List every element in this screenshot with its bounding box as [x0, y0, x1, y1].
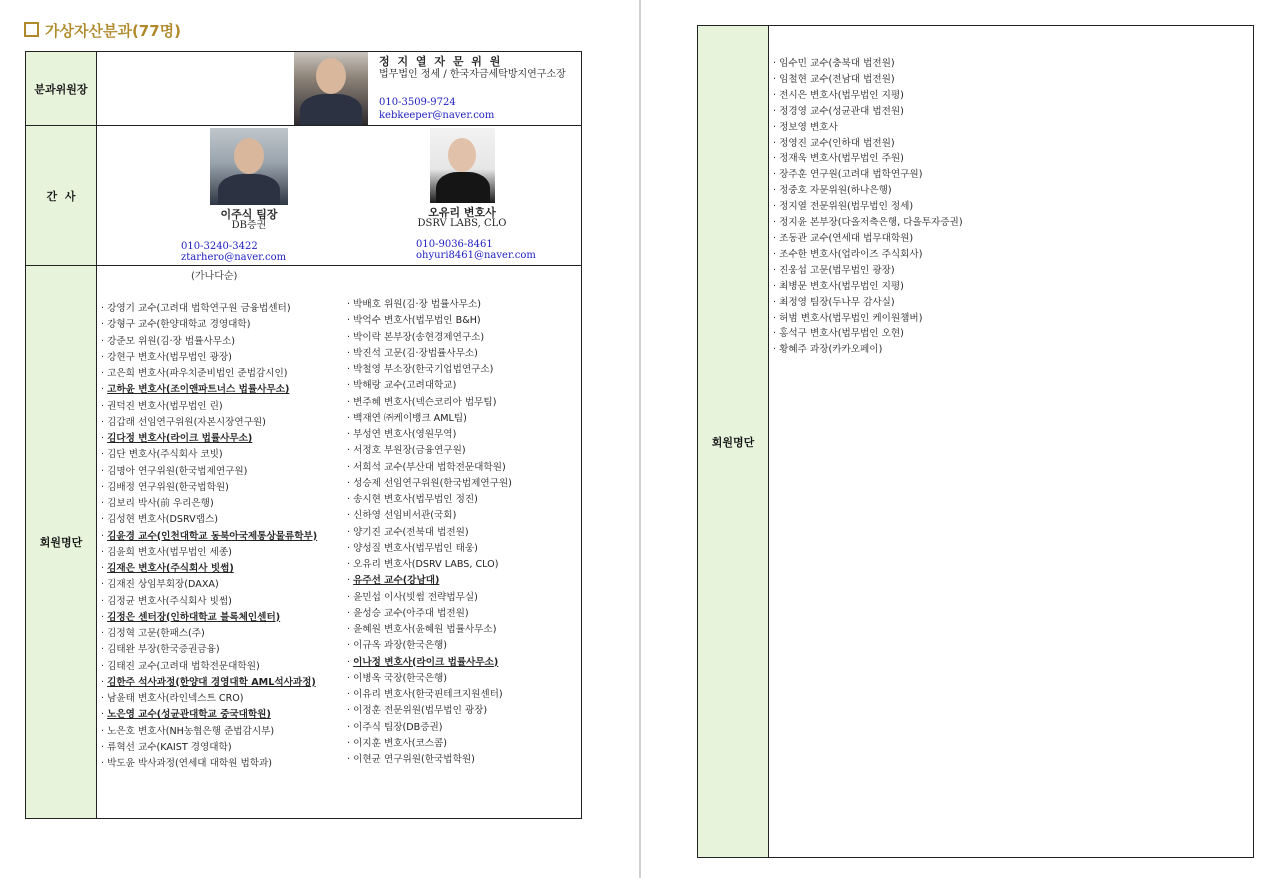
member-item — [347, 622, 512, 638]
member-item — [773, 183, 963, 199]
member-text: 이현균 연구위원(한국법학원) — [353, 754, 475, 765]
member-text: 박도윤 박사과정(연세대 대학원 법학과) — [107, 758, 273, 769]
member-text: 김보리 박사(前 우리은행) — [107, 498, 214, 509]
checkbox-square-icon — [24, 22, 39, 37]
member-text: 김다정 변호사(라이크 법률사무소) — [107, 433, 253, 444]
member-item — [773, 88, 963, 104]
member-text: 오유리 변호사(DSRV LABS, CLO) — [353, 559, 499, 570]
gansa-photo-2 — [430, 128, 495, 203]
member-text: 정보영 변호사 — [779, 121, 838, 133]
member-text: 강영기 교수(고려대 법학연구원 금융법센터) — [107, 303, 291, 314]
member-item — [101, 740, 317, 756]
member-item — [347, 573, 512, 589]
member-item — [773, 279, 963, 295]
member-text: 고은희 변호사(파우치준비법인 준법감시인) — [107, 368, 288, 379]
member-text: 강형구 교수(한양대학교 경영대학) — [107, 319, 251, 331]
member-item — [101, 431, 317, 447]
member-text: 장주훈 연구원(고려대 법학연구원) — [779, 169, 923, 181]
member-item — [347, 557, 512, 573]
member-text: 김배정 연구위원(한국법학원) — [107, 481, 229, 493]
member-item — [347, 395, 512, 411]
member-text: 정재욱 변호사(법무법인 주원) — [779, 153, 904, 165]
committee-table-continued — [697, 25, 1254, 858]
chair-name: 정 지 열 자 문 위 원 — [379, 55, 503, 68]
member-text: 신하영 선임비서관(국회) — [353, 510, 457, 522]
member-text: 임철현 교수(전남대 법전원) — [779, 73, 895, 85]
member-text: 노은호 변호사(NH농협은행 준법감시부) — [107, 725, 275, 737]
member-item — [347, 655, 512, 671]
member-item — [347, 427, 512, 443]
member-text: 백재연 ㈜케이뱅크 AML팀) — [353, 412, 467, 424]
member-text: 이나정 변호사(라이크 법률사무소) — [353, 656, 499, 668]
member-item — [101, 447, 317, 463]
member-text: 변주혜 변호사(넥슨코리아 법무팀) — [353, 396, 497, 408]
member-text: 김재은 변호사(주식회사 빗썸) — [107, 563, 234, 574]
order-note: (가나다순) — [191, 271, 238, 282]
gansa-name-1: 이주식 팀장 — [220, 208, 278, 221]
member-item — [773, 120, 963, 136]
member-item — [347, 460, 512, 476]
member-text: 유주선 교수(강남대) — [353, 575, 440, 587]
member-text: 김태완 부장(한국증권금융) — [107, 644, 220, 656]
chair-row — [26, 52, 582, 126]
member-text: 홍석구 변호사(법무법인 오현) — [779, 328, 904, 340]
chair-phone: 010-3509-9724 — [379, 97, 456, 108]
member-item — [101, 561, 317, 577]
member-text: 전시은 변호사(법무법인 지평) — [779, 89, 904, 101]
page-divider — [639, 0, 641, 878]
member-item — [101, 610, 317, 626]
member-item — [347, 492, 512, 508]
member-text: 고하윤 변호사(조이앤파트너스 법률사무소) — [107, 384, 290, 396]
member-text: 부성연 변호사(영원무역) — [353, 429, 457, 440]
member-item — [101, 415, 317, 431]
gansa-label: 간 사 — [26, 126, 97, 266]
member-text: 이유리 변호사(한국핀테크지원센터) — [353, 689, 503, 700]
member-text: 김윤경 교수(인천대학교 동북아국제통상물류학부) — [107, 530, 318, 542]
gansa-person-2 — [372, 128, 552, 261]
gansa-row — [26, 126, 582, 266]
member-item — [347, 703, 512, 719]
members-row-continued — [698, 26, 1254, 858]
member-item — [347, 378, 512, 394]
member-item — [101, 464, 317, 480]
member-item — [773, 311, 963, 327]
member-item — [773, 295, 963, 311]
member-item — [347, 346, 512, 362]
member-text: 박진석 고문(김·장법률사무소) — [353, 347, 478, 359]
member-text: 임수민 교수(충북대 법전원) — [779, 58, 895, 69]
member-text: 김갑래 선임연구위원(자본시장연구원) — [107, 416, 266, 428]
member-item — [347, 330, 512, 346]
member-text: 김정은 센터장(인하대학교 블록체인센터) — [107, 611, 281, 623]
gansa-phone-1: 010-3240-3422 — [181, 241, 258, 252]
member-item — [773, 56, 963, 72]
member-text: 박이락 본부장(송현경제연구소) — [353, 331, 485, 343]
member-text: 최정영 팀장(두나무 감사실) — [779, 296, 895, 308]
members-cell — [97, 266, 582, 819]
member-item — [101, 724, 317, 740]
member-item — [101, 529, 317, 545]
member-item — [347, 736, 512, 752]
member-text: 조수한 변호사(업라이즈 주식회사) — [779, 248, 923, 260]
chair-photo — [294, 52, 368, 125]
member-item — [773, 231, 963, 247]
member-item — [101, 691, 317, 707]
member-item — [773, 263, 963, 279]
member-item — [101, 399, 317, 415]
member-text: 성승제 선임연구위원(한국법제연구원) — [353, 477, 512, 489]
section-title-text: 가상자산분과(77명) — [45, 22, 182, 40]
member-text: 김윤희 변호사(법무법인 세종) — [107, 546, 232, 558]
member-text: 정중호 자문위원(하나은행) — [779, 185, 892, 197]
member-text: 류혁선 교수(KAIST 경영대학) — [107, 741, 232, 753]
member-text: 송시현 변호사(법무법인 정진) — [353, 494, 478, 505]
members-label-continued: 회원명단 — [698, 26, 769, 858]
member-text: 이지훈 변호사(코스콤) — [353, 737, 448, 749]
gansa-org-1: DB증권 — [231, 220, 267, 231]
gansa-name-2: 오유리 변호사 — [428, 206, 496, 219]
member-item — [347, 752, 512, 768]
member-text: 김성현 변호사(DSRV랩스) — [107, 514, 218, 526]
member-item — [347, 362, 512, 378]
member-item — [347, 508, 512, 524]
member-item — [101, 512, 317, 528]
member-item — [101, 707, 317, 723]
member-item — [101, 675, 317, 691]
member-text: 이정훈 전문위원(법무법인 광장) — [353, 705, 488, 717]
member-item — [101, 317, 317, 333]
member-item — [347, 671, 512, 687]
gansa-person-1 — [159, 128, 339, 263]
member-item — [101, 659, 317, 675]
gansa-email-1: ztarhero@naver.com — [181, 252, 287, 263]
member-item — [773, 136, 963, 152]
member-item — [773, 167, 963, 183]
member-item — [773, 326, 963, 342]
member-text: 황혜주 과장(카카오페이) — [779, 344, 883, 356]
member-item — [347, 525, 512, 541]
member-text: 김명아 연구위원(한국법제연구원) — [107, 465, 248, 477]
member-text: 윤혜원 변호사(윤혜원 법률사무소) — [353, 624, 497, 635]
member-item — [101, 382, 317, 398]
members-list-col3 — [773, 56, 963, 358]
member-text: 양기진 교수(전북대 법전원) — [353, 526, 469, 538]
member-text: 정영진 교수(인하대 법전원) — [779, 137, 895, 149]
member-item — [773, 215, 963, 231]
member-item — [773, 151, 963, 167]
member-text: 김한주 석사과정(한양대 경영대학 AML석사과정) — [107, 676, 316, 688]
member-item — [347, 687, 512, 703]
members-label: 회원명단 — [26, 266, 97, 819]
members-cell-continued — [769, 26, 1254, 858]
gansa-photo-1 — [210, 128, 288, 205]
member-text: 윤민섭 이사(빗썸 전략법무실) — [353, 591, 478, 603]
member-text: 박철영 부소장(한국기업법연구소) — [353, 364, 494, 375]
member-item — [101, 350, 317, 366]
member-item — [347, 720, 512, 736]
member-item — [101, 626, 317, 642]
member-item — [101, 642, 317, 658]
member-item — [101, 301, 317, 317]
gansa-cell — [97, 126, 582, 266]
member-item — [347, 638, 512, 654]
member-item — [773, 104, 963, 120]
member-text: 정지윤 본부장(다올저축은행, 다올투자증권) — [779, 217, 963, 229]
member-item — [773, 247, 963, 263]
gansa-phone-2: 010-9036-8461 — [416, 239, 493, 250]
committee-table — [25, 51, 582, 819]
member-item — [101, 480, 317, 496]
member-text: 조동관 교수(연세대 법무대학원) — [779, 232, 914, 244]
member-item — [347, 411, 512, 427]
member-item — [101, 366, 317, 382]
member-text: 김정균 변호사(주식회사 빗썸) — [107, 595, 232, 607]
member-text: 이주식 팀장(DB증권) — [353, 721, 443, 733]
member-text: 최병문 변호사(법무법인 지평) — [779, 280, 904, 292]
chair-cell — [97, 52, 582, 126]
chair-label: 분과위원장 — [26, 52, 97, 126]
member-item — [347, 606, 512, 622]
member-text: 서희석 교수(부산대 법학전문대학원) — [353, 461, 506, 473]
member-item — [101, 594, 317, 610]
member-item — [101, 334, 317, 350]
member-item — [773, 342, 963, 358]
member-text: 이규옥 과장(한국은행) — [353, 640, 448, 652]
member-text: 서정호 부원장(금융연구원) — [353, 445, 466, 457]
member-text: 노은영 교수(성균관대학교 중국대학원) — [107, 709, 271, 721]
member-item — [773, 199, 963, 215]
member-text: 양성질 변호사(법무법인 태웅) — [353, 542, 478, 554]
member-text: 김태진 교수(고려대 법학전문대학원) — [107, 660, 260, 672]
members-list-col1 — [101, 301, 317, 772]
member-text: 남윤태 변호사(라인넥스트 CRO) — [107, 693, 244, 704]
members-row — [26, 266, 582, 819]
member-text: 윤성승 교수(아주대 법전원) — [353, 607, 469, 619]
member-item — [101, 756, 317, 772]
member-text: 권덕진 변호사(법무법인 린) — [107, 400, 223, 412]
member-item — [347, 541, 512, 557]
member-text: 강준모 위원(김·장 법률사무소) — [107, 335, 235, 347]
member-item — [347, 590, 512, 606]
member-item — [101, 545, 317, 561]
member-text: 정경영 교수(성균관대 법전원) — [779, 105, 904, 117]
member-text: 박억수 변호사(법무법인 B&H) — [353, 315, 481, 327]
member-item — [347, 443, 512, 459]
gansa-email-2: ohyuri8461@naver.com — [416, 250, 536, 261]
member-text: 강현구 변호사(법무법인 광장) — [107, 351, 232, 363]
chair-email: kebkeeper@naver.com — [379, 110, 495, 121]
member-text: 허범 변호사(법무법인 케이원챔버) — [779, 312, 923, 324]
member-item — [347, 313, 512, 329]
gansa-org-2: DSRV LABS, CLO — [417, 218, 507, 229]
member-text: 박해랑 교수(고려대학교) — [353, 380, 457, 392]
member-item — [347, 476, 512, 492]
member-text: 정지열 전문위원(법무법인 정세) — [779, 201, 914, 213]
member-text: 진웅섭 고문(법무법인 광장) — [779, 264, 895, 276]
chair-affiliation: 법무법인 정세 / 한국자금세탁방지연구소장 — [379, 69, 566, 80]
member-text: 김재진 상임부회장(DAXA) — [107, 579, 219, 591]
member-text: 김단 변호사(주식회사 코빗) — [107, 449, 223, 461]
member-item — [773, 72, 963, 88]
member-item — [101, 577, 317, 593]
member-item — [101, 496, 317, 512]
member-text: 박배호 위원(김·장 법률사무소) — [353, 299, 481, 310]
members-list-col2 — [347, 297, 512, 768]
member-item — [347, 297, 512, 313]
section-title — [24, 20, 181, 41]
member-text: 이병옥 국장(한국은행) — [353, 672, 448, 684]
member-text: 김정혁 고문(한패스(주) — [107, 628, 205, 639]
